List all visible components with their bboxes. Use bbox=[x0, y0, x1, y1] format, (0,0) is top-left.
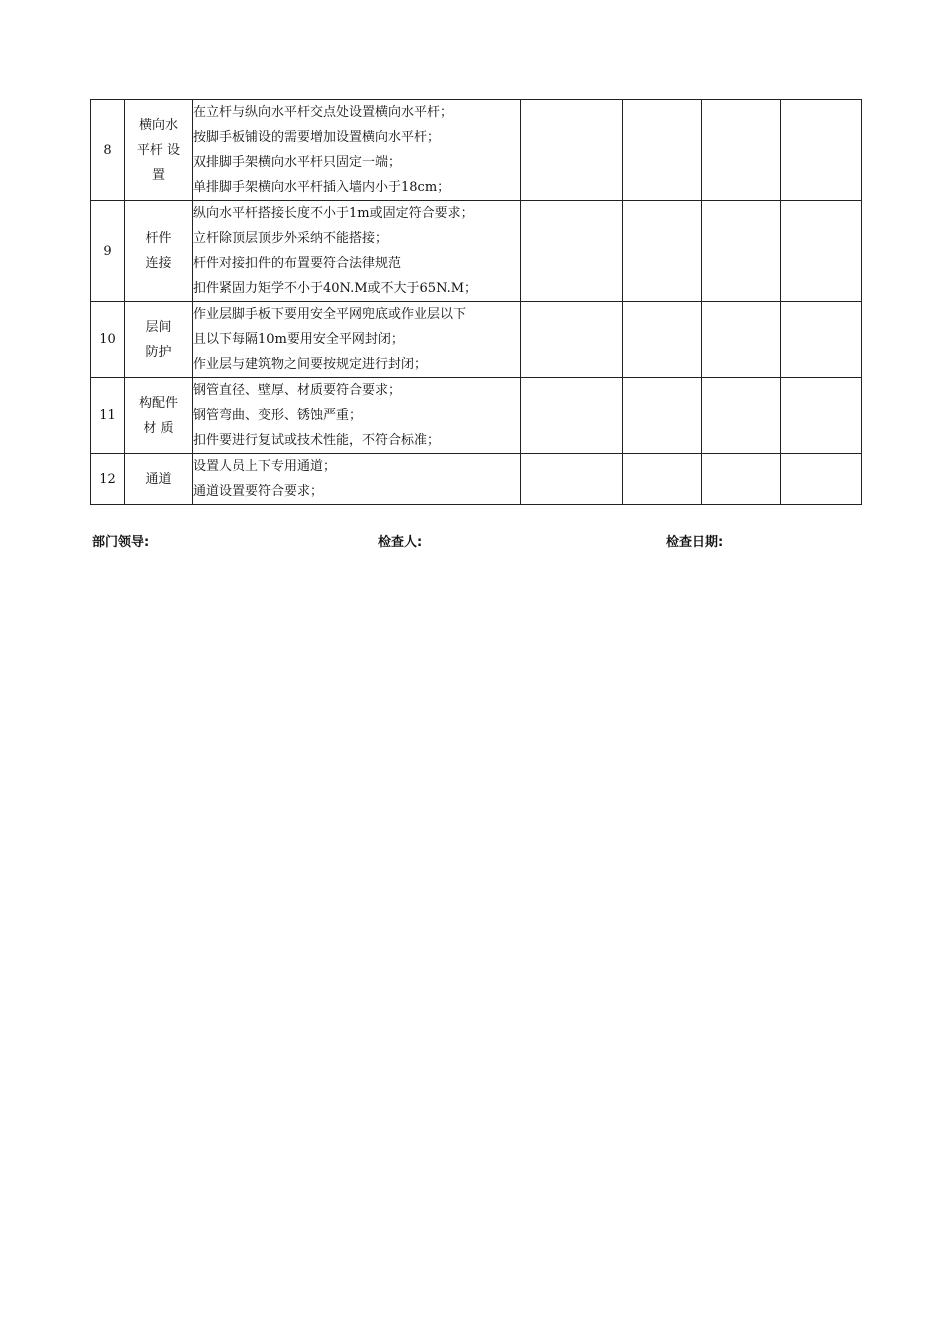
result-cell[interactable] bbox=[702, 100, 781, 201]
table-body bbox=[91, 100, 862, 505]
requirement-line: 单排脚手架横向水平杆插入墙内小于18cm； bbox=[193, 180, 451, 195]
result-cell[interactable] bbox=[781, 378, 862, 454]
requirements-cell bbox=[193, 201, 521, 302]
check-item bbox=[125, 302, 193, 378]
result-cell[interactable] bbox=[623, 201, 702, 302]
result-cell[interactable] bbox=[623, 454, 702, 505]
result-cell[interactable] bbox=[702, 302, 781, 378]
requirement-line: 杆件对接扣件的布置要符合法律规范 bbox=[193, 256, 402, 271]
check-item-line: 层间 bbox=[145, 319, 172, 335]
requirement-line: 按脚手板铺设的需要增加设置横向水平杆； bbox=[193, 130, 441, 145]
check-item bbox=[125, 100, 193, 201]
requirements-cell bbox=[193, 378, 521, 454]
check-item-line: 连接 bbox=[145, 256, 172, 271]
table-row bbox=[91, 201, 862, 302]
table-row bbox=[91, 454, 862, 505]
inspector-label: 检查人: bbox=[378, 535, 423, 550]
requirements-cell bbox=[193, 454, 521, 505]
check-item-line: 平杆 设 bbox=[136, 142, 181, 158]
check-item-line: 通道 bbox=[145, 471, 172, 487]
requirement-line: 在立杆与纵向水平杆交点处设置横向水平杆； bbox=[193, 105, 454, 120]
check-item-line: 置 bbox=[151, 167, 165, 183]
check-item bbox=[125, 378, 193, 454]
requirements-cell bbox=[193, 100, 521, 201]
result-cell[interactable] bbox=[623, 100, 702, 201]
inspection-table bbox=[90, 99, 862, 505]
requirement-line: 钢管弯曲、变形、锈蚀严重； bbox=[193, 408, 363, 423]
check-item bbox=[125, 201, 193, 302]
check-item-line: 横向水 bbox=[138, 117, 178, 133]
check-item-line: 防护 bbox=[145, 344, 172, 360]
department-leader-label: 部门领导: bbox=[92, 535, 150, 550]
table-row bbox=[91, 302, 862, 378]
table-row bbox=[91, 378, 862, 454]
result-cell[interactable] bbox=[702, 201, 781, 302]
result-cell[interactable] bbox=[521, 201, 623, 302]
result-cell[interactable] bbox=[781, 100, 862, 201]
result-cell[interactable] bbox=[521, 302, 623, 378]
check-item-line: 构配件 bbox=[138, 395, 178, 411]
requirement-line: 作业层脚手板下要用安全平网兜底或作业层以下 bbox=[193, 307, 467, 322]
result-cell[interactable] bbox=[623, 302, 702, 378]
check-item bbox=[125, 454, 193, 505]
signature-footer bbox=[92, 531, 862, 551]
row-number: 10 bbox=[91, 302, 125, 378]
result-cell[interactable] bbox=[781, 454, 862, 505]
result-cell[interactable] bbox=[623, 378, 702, 454]
inspection-sheet bbox=[90, 99, 861, 505]
requirement-line: 纵向水平杆搭接长度不小于1m或固定符合要求； bbox=[193, 206, 474, 221]
requirements-cell bbox=[193, 302, 521, 378]
row-number: 12 bbox=[91, 454, 125, 505]
requirement-line: 作业层与建筑物之间要按规定进行封闭； bbox=[193, 357, 428, 372]
requirement-line: 通道设置要符合要求； bbox=[193, 484, 324, 499]
requirement-line: 双排脚手架横向水平杆只固定一端； bbox=[193, 155, 402, 170]
row-number: 9 bbox=[91, 201, 125, 302]
inspection-date-label: 检查日期: bbox=[666, 535, 724, 550]
requirement-line: 扣件要进行复试或技术性能，不符合标准； bbox=[193, 433, 441, 448]
table-row bbox=[91, 100, 862, 201]
requirement-line: 钢管直径、壁厚、材质要符合要求； bbox=[193, 383, 402, 398]
row-number: 11 bbox=[91, 378, 125, 454]
check-item-line: 杆件 bbox=[145, 231, 172, 246]
result-cell[interactable] bbox=[521, 100, 623, 201]
result-cell[interactable] bbox=[781, 302, 862, 378]
requirement-line: 设置人员上下专用通道； bbox=[193, 459, 337, 474]
result-cell[interactable] bbox=[521, 454, 623, 505]
result-cell[interactable] bbox=[521, 378, 623, 454]
requirement-line: 扣件紧固力矩学不小于40N.M或不大于65N.M； bbox=[193, 281, 478, 296]
row-number: 8 bbox=[91, 100, 125, 201]
result-cell[interactable] bbox=[781, 201, 862, 302]
requirement-line: 且以下每隔10m要用安全平网封闭； bbox=[193, 332, 404, 347]
check-item-line: 材 质 bbox=[143, 420, 174, 436]
result-cell[interactable] bbox=[702, 378, 781, 454]
result-cell[interactable] bbox=[702, 454, 781, 505]
requirement-line: 立杆除顶层顶步外采纳不能搭接； bbox=[193, 231, 389, 246]
